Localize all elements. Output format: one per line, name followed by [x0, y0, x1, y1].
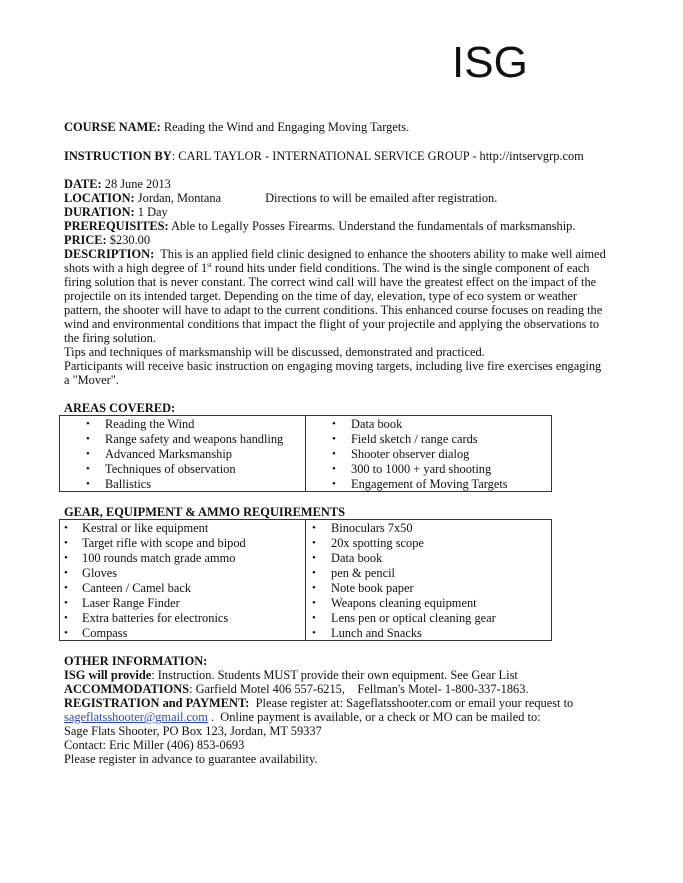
advance-note: Please register in advance to guarantee availability. [64, 752, 318, 766]
list-item-text: 300 to 1000 + yard shooting [351, 462, 492, 476]
payment-text: . Online payment is available, or a check or MO can be mailed to: [207, 710, 541, 724]
prerequisites [64, 219, 575, 234]
location-label: LOCATION: [64, 191, 135, 205]
email-link[interactable]: sageflatsshooter@gmail.com [64, 710, 208, 724]
list-item [306, 447, 551, 462]
location [64, 191, 497, 206]
list-item [306, 477, 551, 492]
description-line-6: wind and environmental conditions that impact the flight of your projectile and applying the observations to [64, 317, 600, 331]
bullet-icon: • [64, 627, 68, 639]
list-item-text: 100 rounds match grade ammo [82, 551, 236, 565]
description-line-8: Tips and techniques of marksmanship will be discussed, demonstrated and practiced. [64, 345, 485, 359]
list-item [60, 611, 305, 626]
course-name-label: COURSE NAME: [64, 120, 161, 134]
list-item-text: 20x spotting scope [331, 536, 424, 550]
list-item-text: Engagement of Moving Targets [351, 477, 508, 491]
bullet-icon: • [312, 597, 316, 609]
bullet-icon: • [312, 612, 316, 624]
isg-provides [64, 668, 518, 683]
list-item-text: Range safety and weapons handling [105, 432, 284, 446]
bullet-icon: • [86, 463, 90, 475]
date-value: 28 June 2013 [104, 177, 171, 191]
list-item [60, 521, 305, 536]
list-item-text: Techniques of observation [105, 462, 236, 476]
list-item [60, 462, 305, 477]
bullet-icon: • [64, 612, 68, 624]
accommodations [64, 682, 529, 697]
instruction-label: INSTRUCTION BY [64, 149, 172, 163]
list-item-text: Binoculars 7x50 [331, 521, 413, 535]
list-item [60, 566, 305, 581]
bullet-icon: • [312, 567, 316, 579]
price-value: $230.00 [109, 233, 151, 247]
description-text: This is an applied field clinic designed to enhance the shooters ability to make well aimed [160, 247, 606, 261]
list-item-text: Lens pen or optical cleaning gear [331, 611, 496, 625]
list-item [306, 417, 551, 432]
list-item [60, 596, 305, 611]
description-line-3: firing solution that is never constant. The correct wind call will have the greatest effect on the impact of the [64, 275, 597, 289]
price [64, 233, 150, 248]
provide-label: ISG will provide [64, 668, 152, 682]
list-item-text: Advanced Marksmanship [105, 447, 232, 461]
isg-logo: ISG [452, 38, 528, 87]
description-line-2 [64, 261, 589, 276]
bullet-icon: • [86, 478, 90, 490]
list-item [306, 581, 551, 596]
list-item-text: Laser Range Finder [82, 596, 180, 610]
bullet-icon: • [64, 567, 68, 579]
mailing-address: Sage Flats Shooter, PO Box 123, Jordan, MT 59337 [64, 724, 322, 738]
bullet-icon: • [332, 478, 336, 490]
bullet-icon: • [86, 448, 90, 460]
list-item [60, 447, 305, 462]
bullet-icon: • [64, 582, 68, 594]
description-line-7: the firing solution. [64, 331, 156, 345]
instruction-value: : CARL TAYLOR - INTERNATIONAL SERVICE GROUP - http://intservgrp.com [171, 149, 584, 163]
bullet-icon: • [64, 537, 68, 549]
list-item [60, 417, 305, 432]
location-note: Directions to will be emailed after registration. [265, 191, 498, 205]
registration-label: REGISTRATION and PAYMENT: [64, 696, 250, 710]
bullet-icon: • [312, 552, 316, 564]
prerequisites-label: PREREQUISITES: [64, 219, 169, 233]
list-item-text: Lunch and Snacks [331, 626, 422, 640]
list-item-text: Target rifle with scope and bipod [82, 536, 246, 550]
list-item [60, 626, 305, 641]
contact: Contact: Eric Miller (406) 853-0693 [64, 738, 245, 752]
list-item [306, 596, 551, 611]
areas-left-column [60, 416, 306, 491]
bullet-icon: • [312, 522, 316, 534]
duration-value: 1 Day [137, 205, 168, 219]
accommodations-value: : Garfield Motel 406 557-6215, Fellman's Motel- 1-800-337-1863. [189, 682, 529, 696]
bullet-icon: • [332, 418, 336, 430]
location-value: Jordan, Montana [137, 191, 222, 205]
accommodations-label: ACCOMMODATIONS [64, 682, 190, 696]
list-item [60, 581, 305, 596]
bullet-icon: • [86, 418, 90, 430]
list-item-text: Field sketch / range cards [351, 432, 478, 446]
list-item [60, 432, 305, 447]
description-line-1 [64, 247, 606, 262]
gear-table [59, 519, 552, 641]
bullet-icon: • [332, 463, 336, 475]
description-text: round hits under field conditions. The wind is the single component of each [211, 261, 590, 275]
description-label: DESCRIPTION: [64, 247, 155, 261]
gear-heading: GEAR, EQUIPMENT & AMMO REQUIREMENTS [64, 505, 345, 519]
list-item [60, 477, 305, 492]
provide-value: : Instruction. Students MUST provide their own equipment. See Gear List [151, 668, 518, 682]
areas-heading: AREAS COVERED: [64, 401, 176, 415]
bullet-icon: • [64, 522, 68, 534]
list-item [306, 551, 551, 566]
registration [64, 696, 573, 711]
list-item-text: Data book [331, 551, 383, 565]
bullet-icon: • [64, 597, 68, 609]
other-heading: OTHER INFORMATION: [64, 654, 208, 668]
price-label: PRICE: [64, 233, 107, 247]
description-line-9: Participants will receive basic instruction on engaging moving targets, including live fire exercises engaging [64, 359, 602, 373]
bullet-icon: • [312, 582, 316, 594]
bullet-icon: • [332, 433, 336, 445]
list-item [306, 521, 551, 536]
bullet-icon: • [312, 537, 316, 549]
list-item [306, 432, 551, 447]
list-item [306, 462, 551, 477]
description-line-5: pattern, the shooter will have to adapt to the current conditions. This enhanced course focuses on reading the [64, 303, 603, 317]
date [64, 177, 171, 192]
list-item [60, 536, 305, 551]
list-item [306, 566, 551, 581]
bullet-icon: • [64, 552, 68, 564]
list-item-text: Gloves [82, 566, 118, 580]
list-item-text: pen & pencil [331, 566, 395, 580]
payment-line [64, 710, 541, 725]
list-item-text: Compass [82, 626, 128, 640]
bullet-icon: • [86, 433, 90, 445]
description-text: shots with a high degree of 1 [64, 261, 208, 275]
list-item-text: Note book paper [331, 581, 414, 595]
list-item-text: Canteen / Camel back [82, 581, 192, 595]
list-item-text: Kestral or like equipment [82, 521, 209, 535]
registration-value: Please register at: Sageflatsshooter.com or email your request to [249, 696, 574, 710]
list-item-text: Reading the Wind [105, 417, 195, 431]
course-name [64, 120, 409, 135]
instruction-by [64, 149, 584, 164]
gear-left-column [60, 520, 306, 640]
list-item-text: Ballistics [105, 477, 152, 491]
prerequisites-value: Able to Legally Posses Firearms. Understand the fundamentals of marksmanship. [171, 219, 576, 233]
list-item-text: Shooter observer dialog [351, 447, 470, 461]
list-item [306, 536, 551, 551]
list-item [306, 611, 551, 626]
areas-right-column [306, 416, 551, 491]
list-item-text: Weapons cleaning equipment [331, 596, 477, 610]
list-item [60, 551, 305, 566]
list-item [306, 626, 551, 641]
list-item-text: Data book [351, 417, 403, 431]
course-name-value: Reading the Wind and Engaging Moving Targets. [163, 120, 410, 134]
superscript: st [207, 261, 212, 269]
bullet-icon: • [312, 627, 316, 639]
duration-label: DURATION: [64, 205, 135, 219]
duration [64, 205, 168, 220]
date-label: DATE: [64, 177, 102, 191]
description-line-4: projectile on its intended target. Depending on the time of day, elevation, type of eco system or weather [64, 289, 578, 303]
description-line-10: a "Mover". [64, 373, 119, 387]
areas-table [59, 415, 552, 492]
gear-right-column [306, 520, 551, 640]
list-item-text: Extra batteries for electronics [82, 611, 229, 625]
bullet-icon: • [332, 448, 336, 460]
